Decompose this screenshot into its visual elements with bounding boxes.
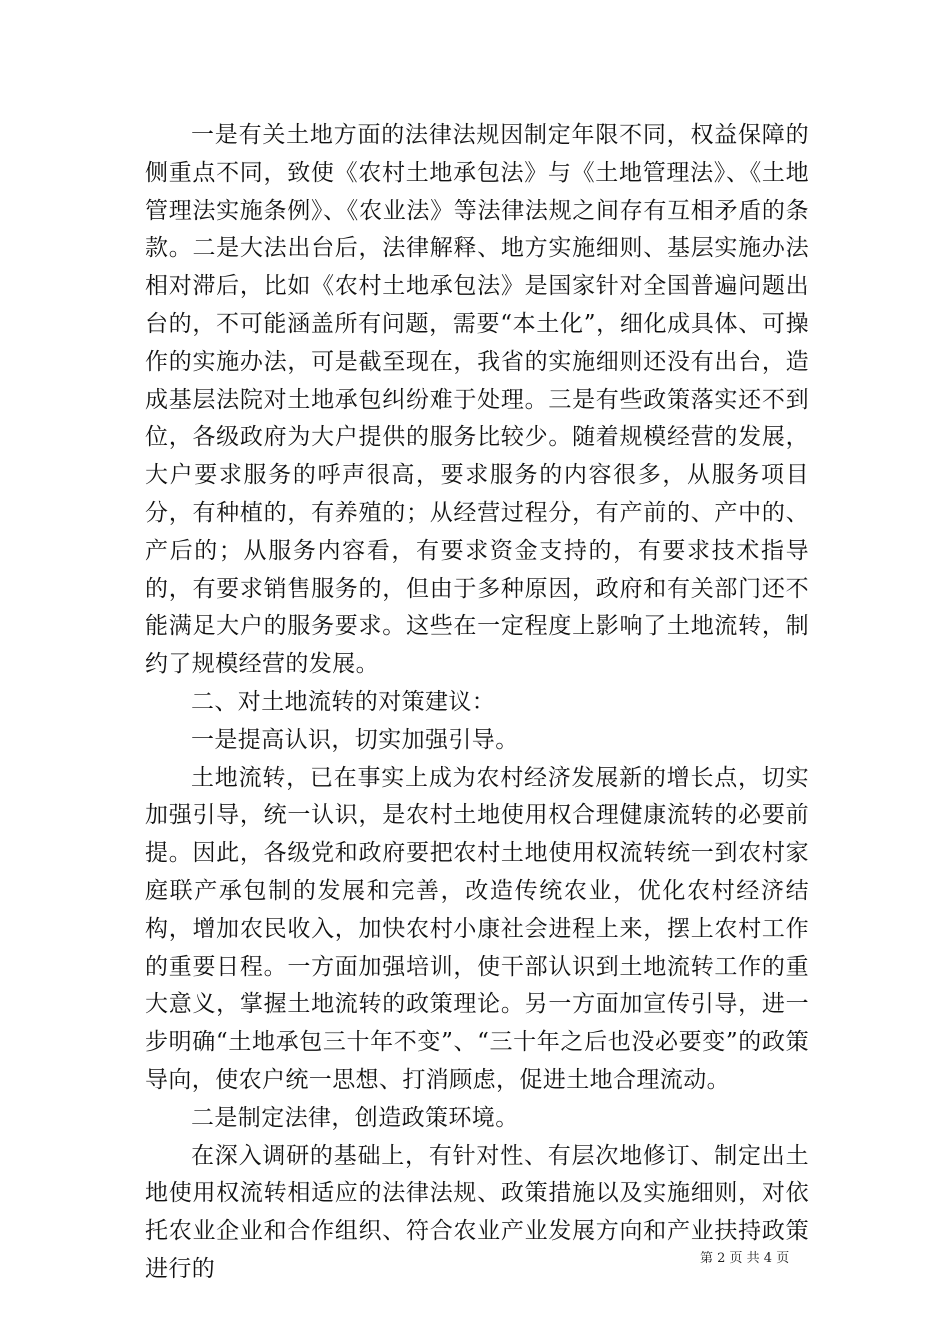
document-body (145, 117, 809, 1289)
paragraph-awareness: 土地流转，已在事实上成为农村经济发展新的增长点，切实加强引导，统一认识，是农村土地使用权合理健康流转的必要前提。因此，各级党和政府要把农村土地使用权流转统一到农村家庭联产承包制的发展和完善，改造传统农业，优化农村经济结构，增加农民收入，加快农村小康社会进程上来，摆上农村工作的重要日程。一方面加强培训，使干部认识到土地流转工作的重大意义，掌握土地流转的政策理论。另一方面加宣传引导，进一步明确“土地承包三十年不变”、“三十年之后也没必要变”的政策导向，使农户统一思想、打消顾虑，促进土地合理流动。 (145, 764, 809, 1093)
paragraph-legislation: 在深入调研的基础上，有针对性、有层次地修订、制定出土地使用权流转相适应的法律法规、政策措施以及实施细则，对依托农业企业和合作组织、符合农业产业发展方向和产业扶持政策进行的 (145, 1142, 809, 1282)
subheading-legislation: 二是制定法律，创造政策环境。 (191, 1104, 519, 1131)
section-heading-countermeasures: 二、对土地流转的对策建议： (191, 688, 496, 715)
subheading-awareness: 一是提高认识，切实加强引导。 (191, 726, 519, 753)
page-number-footer: 第 2 页 共 4 页 (700, 1251, 790, 1266)
paragraph-problems: 一是有关土地方面的法律法规因制定年限不同，权益保障的侧重点不同，致使《农村土地承包法》与《土地管理法》、《土地管理法实施条例》、《农业法》等法律法规之间存有互相矛盾的条款。二是大法出台后，法律解释、地方实施细则、基层实施办法相对滞后，比如《农村土地承包法》是国家针对全国普遍问题出台的，不可能涵盖所有问题，需要“本土化”，细化成具体、可操作的实施办法，可是截至现在，我省的实施细则还没有出台，造成基层法院对土地承包纠纷难于处理。三是有些政策落实还不到位，各级政府为大户提供的服务比较少。随着规模经营的发展，大户要求服务的呼声很高，要求服务的内容很多，从服务项目分，有种植的，有养殖的；从经营过程分，有产前的、产中的、产后的；从服务内容看，有要求资金支持的，有要求技术指导的，有要求销售服务的，但由于多种原因，政府和有关部门还不能满足大户的服务要求。这些在一定程度上影响了土地流转，制约了规模经营的发展。 (145, 122, 809, 678)
